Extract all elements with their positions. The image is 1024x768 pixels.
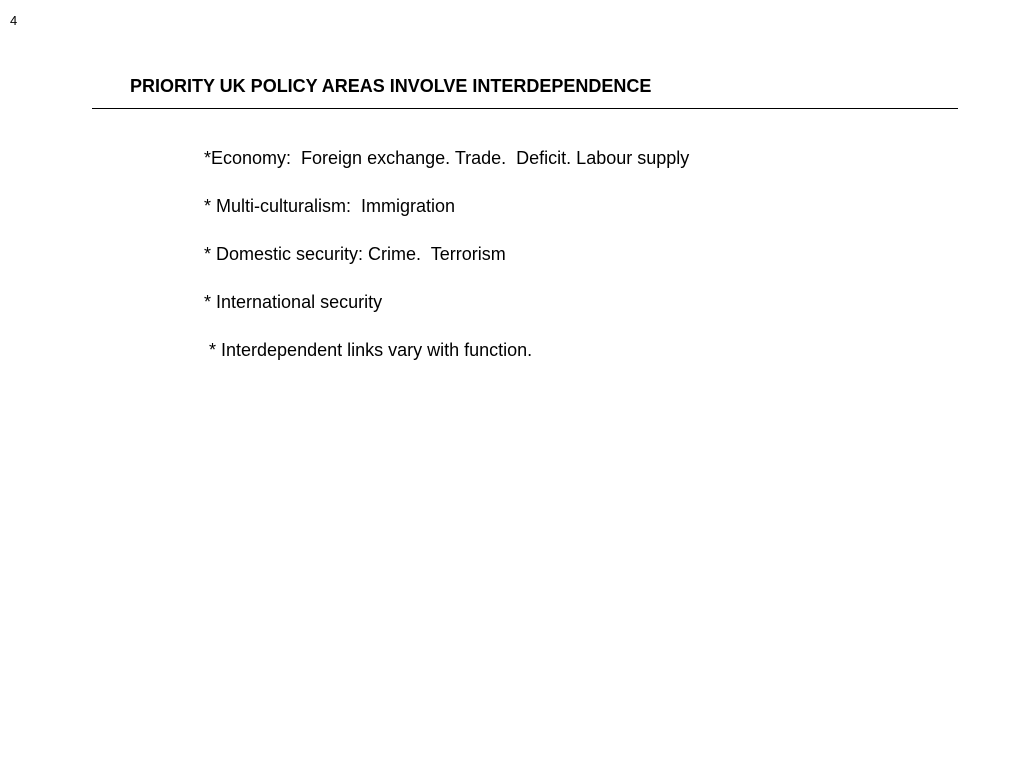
bullet-item-international-security: * International security [204,292,383,312]
bullet-item-economy: *Economy: Foreign exchange. Trade. Deficit. Labour supply [204,148,690,168]
bullet-item-domestic-security: * Domestic security: Crime. Terrorism [204,244,506,264]
page-number: 4 [10,13,18,28]
slide-title: PRIORITY UK POLICY AREAS INVOLVE INTERDEPENDENCE [130,76,652,96]
bullet-item-interdependent-links: * Interdependent links vary with function. [204,340,533,360]
bullet-item-multiculturalism: * Multi-culturalism: Immigration [204,196,456,216]
title-divider [92,108,958,109]
